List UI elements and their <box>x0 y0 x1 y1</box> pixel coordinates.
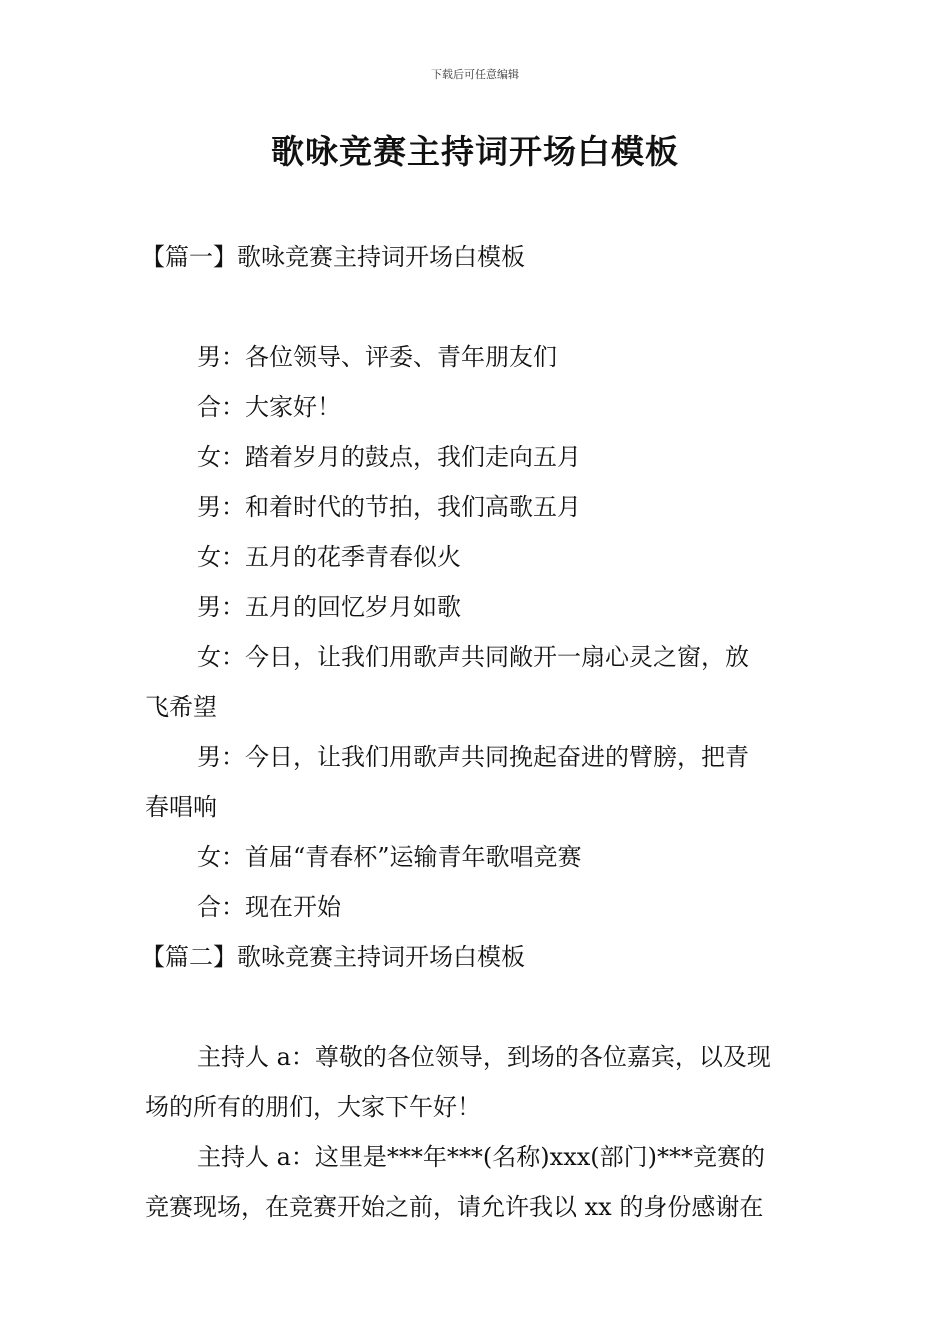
dialogue-line-continuation: 场的所有的朋们，大家下午好！ <box>145 1093 481 1121</box>
section-heading-1: 【篇一】歌咏竞赛主持词开场白模板 <box>141 243 525 271</box>
document-body <box>141 232 807 1232</box>
dialogue-line: 男：各位领导、评委、青年朋友们 <box>197 343 557 371</box>
section-heading-2: 【篇二】歌咏竞赛主持词开场白模板 <box>141 943 525 971</box>
dialogue-line: 女：五月的花季青春似火 <box>197 543 461 571</box>
blank-line <box>145 982 807 1032</box>
dialogue-line: 女：首届“青春杯”运输青年歌唱竞赛 <box>197 843 582 871</box>
dialogue-line: 女：今日，让我们用歌声共同敞开一扇心灵之窗，放 <box>197 643 749 671</box>
dialogue-line: 主持人 a：这里是***年***(名称)xxx(部门)***竞赛的 <box>197 1143 765 1171</box>
dialogue-line: 主持人 a：尊敬的各位领导，到场的各位嘉宾，以及现 <box>197 1043 771 1071</box>
dialogue-line-continuation: 春唱响 <box>145 793 217 821</box>
dialogue-line: 合：现在开始 <box>197 893 341 921</box>
dialogue-line-continuation: 飞希望 <box>145 693 217 721</box>
dialogue-line: 男：今日，让我们用歌声共同挽起奋进的臂膀，把青 <box>197 743 749 771</box>
dialogue-line: 合：大家好！ <box>197 393 341 421</box>
document-title: 歌咏竞赛主持词开场白模板 <box>271 132 679 171</box>
blank-line <box>145 282 807 332</box>
header-note: 下载后可任意编辑 <box>431 68 519 81</box>
dialogue-line: 男：和着时代的节拍，我们高歌五月 <box>197 493 581 521</box>
dialogue-line: 男：五月的回忆岁月如歌 <box>197 593 461 621</box>
dialogue-line-continuation: 竞赛现场，在竞赛开始之前，请允许我以 xx 的身份感谢在 <box>145 1193 764 1221</box>
dialogue-line: 女：踏着岁月的鼓点，我们走向五月 <box>197 443 581 471</box>
